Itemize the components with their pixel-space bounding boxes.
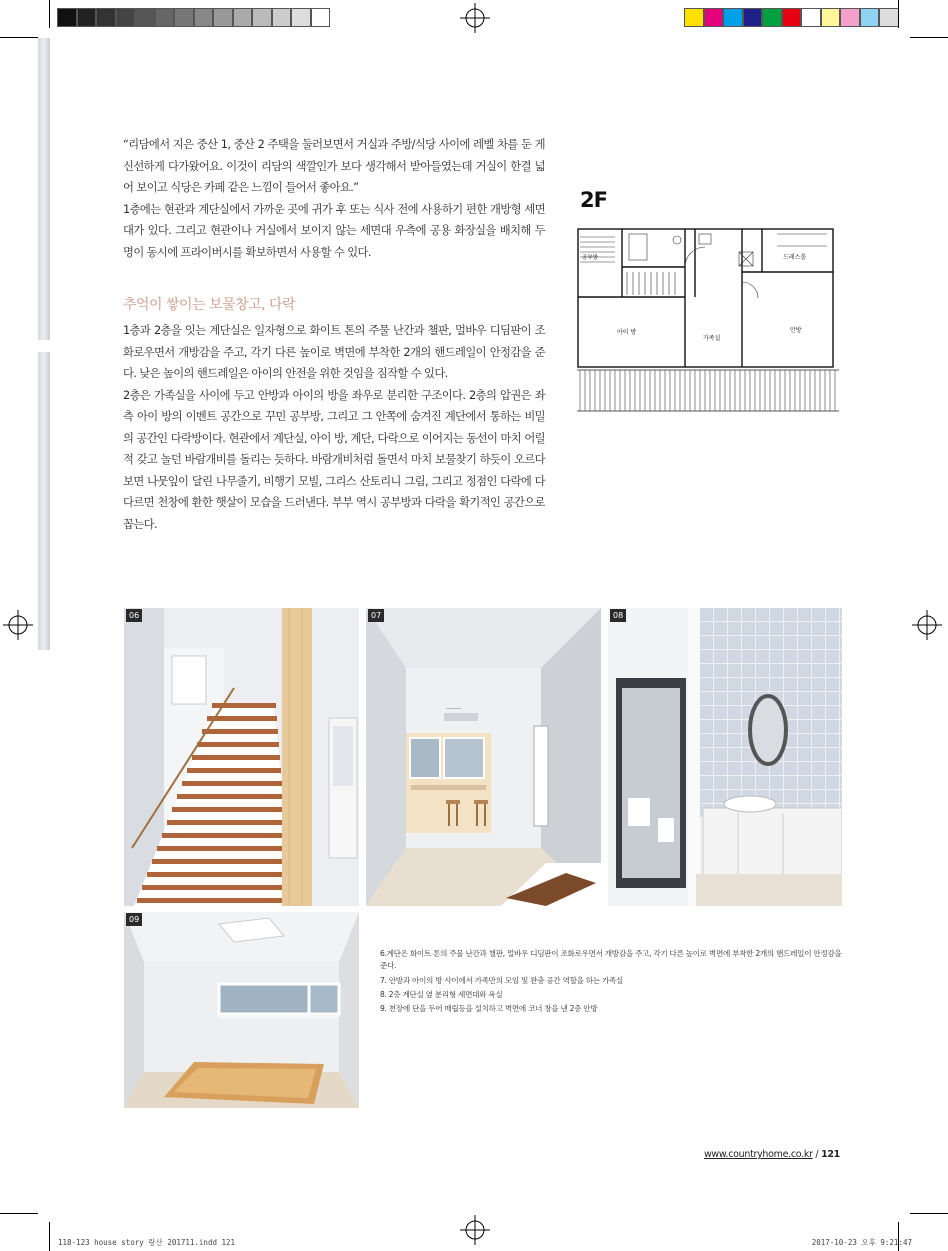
color-bar — [684, 8, 899, 27]
color-swatch — [743, 8, 763, 27]
registration-mark-right — [912, 610, 942, 640]
stair-tread — [142, 885, 290, 890]
grayscale-bar — [57, 8, 330, 27]
crop-mark — [49, 1222, 50, 1251]
paragraph: 2층은 가족실을 사이에 두고 안방과 아이의 방을 좌우로 분리한 구조이다. 2층의 압권은 좌측 아이 방의 이벤트 공간으로 꾸민 공부방, 그리고 그 안쪽에 숨겨진 계단에서 통하는 비밀의 공간인 다락방이다. 현관에서 계단실, 아이 방, 계단, 다락으로 이어지는 동선이 마치 어릴 적 갖고 놀던 바람개비를 돌리는 듯하다. 바람개비처럼 돌면서 마치 보물찾기 하듯이 오르다 보면 나뭇잎이 달린 나무줄기, 비행기 모빌, 그리스 산토리니 그림, 그리고 정점인 다락에 다다르면 천창에 환한 햇살이 모습을 드러낸다. 부부 역시 공부방과 다락을 확기적인 공간으로 꼽는다. — [123, 388, 545, 531]
paragraph: 1층에는 현관과 계단실에서 가까운 곳에 귀가 후 또는 식사 전에 사용하기 편한 개방형 세면대가 있다. 그리고 현관이나 거실에서 보이지 않는 세면대 우측에 공용 화장실을 배치해 두 명이 동시에 프라이버시를 확보하면서 사용할 수 있다. — [123, 202, 545, 259]
color-swatch — [135, 8, 155, 27]
color-swatch — [879, 8, 899, 27]
left-photo-strip — [38, 352, 50, 650]
stair-tread — [202, 729, 278, 734]
registration-mark-top — [460, 3, 490, 33]
stair-tread — [147, 872, 289, 877]
stair-tread — [157, 846, 287, 851]
color-swatch — [116, 8, 136, 27]
photo-bedroom — [124, 912, 359, 1108]
color-swatch — [57, 8, 77, 27]
color-swatch — [782, 8, 802, 27]
room-label: 아이 방 — [617, 329, 637, 336]
caption: 8. 2층 계단실 옆 분리형 세면대와 욕실 — [380, 989, 503, 999]
color-swatch — [840, 8, 860, 27]
room-label: 가족실 — [703, 335, 721, 342]
color-swatch — [213, 8, 233, 27]
photo-staircase — [124, 608, 359, 906]
bedroom-illustration — [124, 912, 359, 1108]
photo-family-room — [366, 608, 601, 906]
color-swatch — [96, 8, 116, 27]
floor-plan-title: 2F — [580, 188, 607, 212]
color-swatch — [311, 8, 331, 27]
crop-mark — [910, 1213, 948, 1214]
color-swatch — [762, 8, 782, 27]
bathroom-illustration — [608, 608, 842, 906]
photo-captions — [380, 948, 842, 1017]
footer — [704, 1149, 840, 1160]
color-swatch — [723, 8, 743, 27]
room-label: 드레스룸 — [783, 254, 807, 261]
staircase-illustration — [124, 608, 359, 906]
registration-mark-bottom — [460, 1215, 490, 1245]
stair-tread — [192, 755, 280, 760]
crop-mark — [0, 1213, 38, 1214]
color-swatch — [233, 8, 253, 27]
stair-tread — [187, 768, 281, 773]
photo-number: 07 — [368, 609, 384, 622]
registration-mark-left — [3, 610, 33, 640]
color-swatch — [684, 8, 704, 27]
paragraph: “리담에서 지은 중산 1, 중산 2 주택을 둘러보면서 거실과 주방/식당 사이에 레벨 차를 둔 게 신선하게 다가왔어요. 이것이 리담의 색깔인가 보다 생각해서 받아들였는데 거실이 한결 넓어 보이고 식당은 카페 같은 느낌이 들어서 좋아요.” — [123, 138, 545, 194]
paragraph: 1층과 2층을 잇는 계단실은 일자형으로 화이트 톤의 주물 난간과 챌판, 멀바우 디딤판이 조화로우면서 개방감을 주고, 각기 다른 높이로 벽면에 부착한 2개의 핸드레일이 안정감을 준다. 낮은 높이의 핸드레일은 아이의 안전을 위한 것임을 짐작할 수 있다. — [123, 324, 545, 380]
print-slug-timestamp: 2017-10-23 오후 9:21:47 — [811, 1238, 912, 1247]
color-swatch — [252, 8, 272, 27]
photo-number: 06 — [126, 609, 142, 622]
caption: 6.계단은 화이트 톤의 주물 난간과 챌판, 멀바우 디딤판이 조화로우면서 개방감을 주고, 각기 다른 높이로 벽면에 부착한 2개의 핸드레일이 안정감을 준다. — [380, 949, 842, 971]
color-swatch — [272, 8, 292, 27]
page-number: 121 — [821, 1149, 840, 1160]
room-label: 안방 — [790, 327, 802, 334]
color-swatch — [821, 8, 841, 27]
left-photo-strip — [38, 38, 50, 340]
photo-bathroom — [608, 608, 842, 906]
room-label: 공부방 — [582, 255, 598, 261]
photo-number: 08 — [610, 609, 626, 622]
stair-tread — [162, 833, 286, 838]
caption: 7. 안방과 아이의 방 사이에서 가족만의 모임 및 완충 공간 역할을 하는 가족실 — [380, 975, 624, 985]
crop-mark — [0, 37, 38, 38]
color-swatch — [174, 8, 194, 27]
website-link[interactable]: www.countryhome.co.kr — [703, 1149, 813, 1160]
stair-tread — [172, 807, 284, 812]
color-swatch — [194, 8, 214, 27]
crop-mark — [49, 0, 50, 28]
crop-mark — [910, 37, 948, 38]
stair-tread — [177, 794, 283, 799]
floor-plan-2f — [577, 222, 839, 412]
section-subhead: 추억이 쌓이는 보물창고, 다락 — [123, 297, 296, 313]
color-swatch — [801, 8, 821, 27]
color-swatch — [704, 8, 724, 27]
stair-tread — [152, 859, 288, 864]
color-swatch — [860, 8, 880, 27]
color-swatch — [155, 8, 175, 27]
body-text-upper — [123, 134, 545, 263]
body-text-lower — [123, 320, 545, 535]
color-swatch — [291, 8, 311, 27]
family-room-illustration — [366, 608, 601, 906]
stair-tread — [182, 781, 282, 786]
stair-tread — [197, 742, 279, 747]
print-slug-file: 118-123 house story 랑산 201711.indd 121 — [58, 1238, 236, 1247]
footer-separator: / — [815, 1149, 819, 1160]
color-swatch — [77, 8, 97, 27]
stair-tread — [167, 820, 285, 825]
stair-tread — [207, 716, 277, 721]
photo-number: 09 — [126, 913, 142, 926]
crop-mark — [898, 0, 899, 28]
stair-tread — [137, 898, 291, 903]
caption: 9. 천장에 단을 두어 매립등을 설치하고 벽면에 코너 창을 낸 2층 안방 — [380, 1004, 598, 1014]
